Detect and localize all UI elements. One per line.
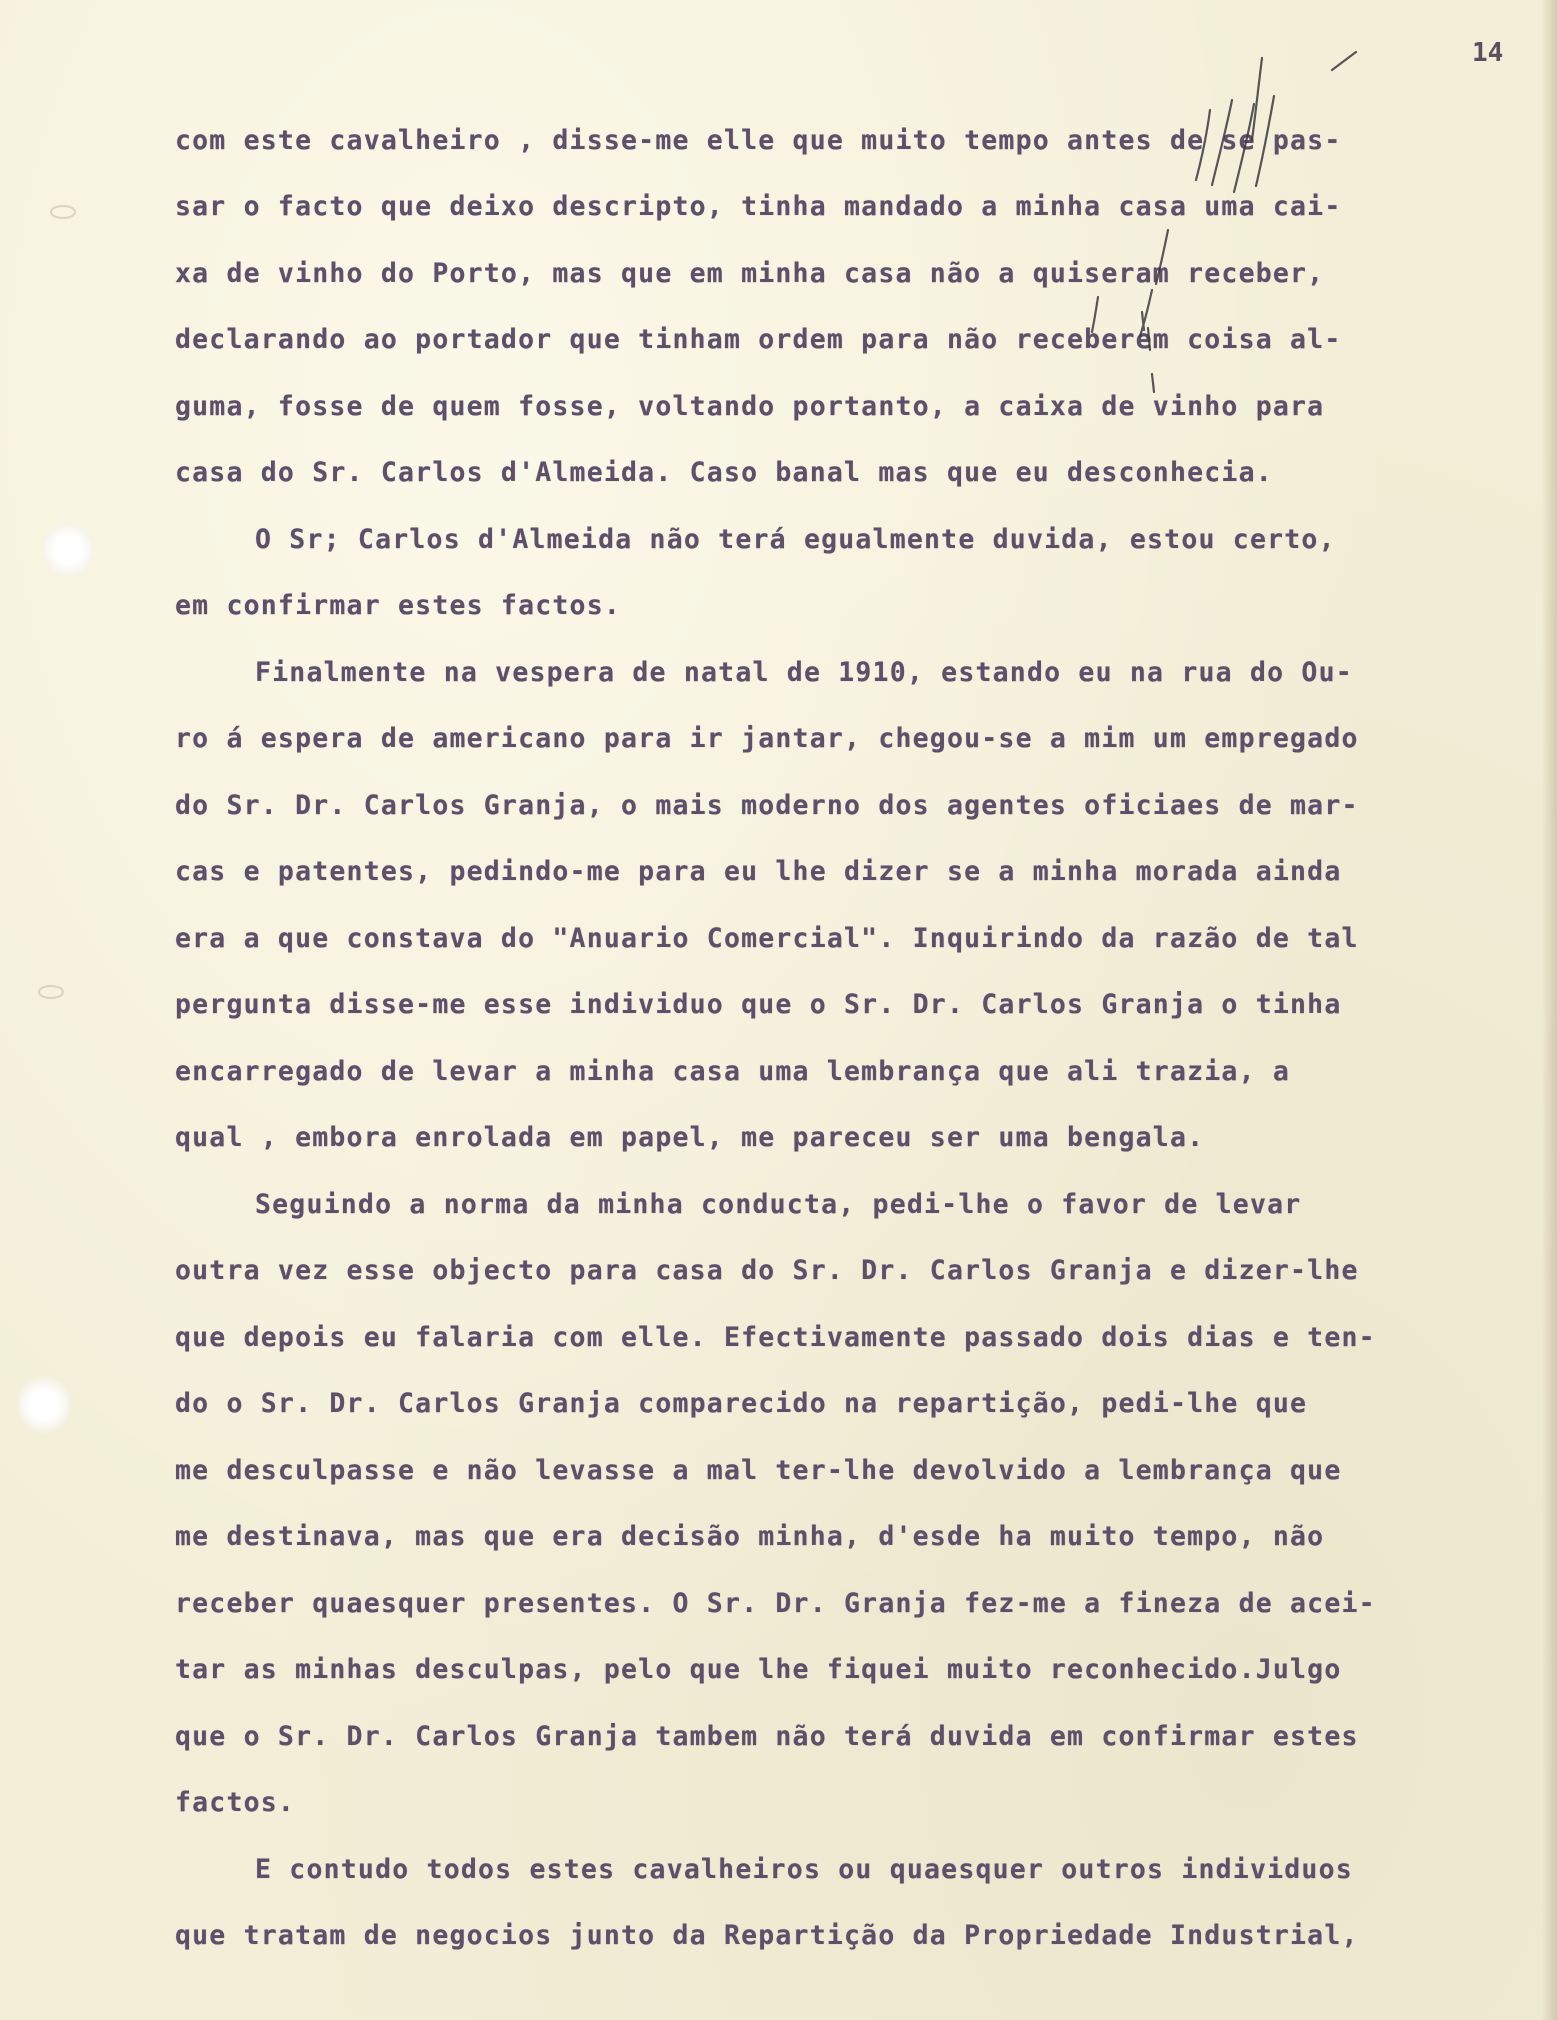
text-line: do o Sr. Dr. Carlos Granja comparecido na repartição, pedi-lhe que xyxy=(175,1388,1308,1419)
text-line: receber quaesquer presentes. O Sr. Dr. Granja fez-me a fineza de acei- xyxy=(175,1588,1376,1619)
text-line: guma, fosse de quem fosse, voltando portanto, a caixa de vinho para xyxy=(175,391,1325,422)
page-number: 14 xyxy=(1472,38,1504,68)
text-line: ro á espera de americano para ir jantar, chegou-se a mim um empregado xyxy=(175,723,1359,754)
text-line: xa de vinho do Porto, mas que em minha casa não a quiseram receber, xyxy=(175,258,1325,289)
text-line: que depois eu falaria com elle. Efectivamente passado dois dias e ten- xyxy=(175,1322,1376,1353)
binder-mark-middle xyxy=(38,985,64,999)
text-line: encarregado de levar a minha casa uma lembrança que ali trazia, a xyxy=(175,1056,1291,1087)
text-line: cas e patentes, pedindo-me para eu lhe dizer se a minha morada ainda xyxy=(175,856,1342,887)
binder-hole-bottom xyxy=(18,1375,70,1435)
text-line: E contudo todos estes cavalheiros ou quaesquer outros individuos xyxy=(255,1854,1353,1885)
text-line: era a que constava do "Anuario Comercial". Inquirindo da razão de tal xyxy=(175,923,1359,954)
text-line: O Sr; Carlos d'Almeida não terá egualmente duvida, estou certo, xyxy=(255,524,1336,555)
text-line: Seguindo a norma da minha conducta, pedi-lhe o favor de levar xyxy=(255,1189,1302,1220)
pencil-stroke xyxy=(1332,52,1356,70)
text-line: pergunta disse-me esse individuo que o Sr. Dr. Carlos Granja o tinha xyxy=(175,989,1342,1020)
text-line: que o Sr. Dr. Carlos Granja tambem não terá duvida em confirmar estes xyxy=(175,1721,1359,1752)
text-line: me desculpasse e não levasse a mal ter-lhe devolvido a lembrança que xyxy=(175,1455,1342,1486)
text-line: factos. xyxy=(175,1787,296,1818)
text-line: outra vez esse objecto para casa do Sr. Dr. Carlos Granja e dizer-lhe xyxy=(175,1255,1359,1286)
text-line: em confirmar estes factos. xyxy=(175,590,622,621)
pencil-stroke xyxy=(1152,374,1154,392)
text-line: casa do Sr. Carlos d'Almeida. Caso banal mas que eu desconhecia. xyxy=(175,457,1273,488)
text-line: tar as minhas desculpas, pelo que lhe fiquei muito reconhecido.Julgo xyxy=(175,1654,1342,1685)
text-line: do Sr. Dr. Carlos Granja, o mais moderno dos agentes oficiaes de mar- xyxy=(175,790,1359,821)
text-line: Finalmente na vespera de natal de 1910, estando eu na rua do Ou- xyxy=(255,657,1353,688)
binder-hole-top xyxy=(42,520,94,580)
text-line: declarando ao portador que tinham ordem para não receberem coisa al- xyxy=(175,324,1342,355)
text-line: que tratam de negocios junto da Repartição da Propriedade Industrial, xyxy=(175,1920,1359,1951)
page-edge-shadow xyxy=(1541,0,1557,2020)
text-line: sar o facto que deixo descripto, tinha mandado a minha casa uma cai- xyxy=(175,191,1342,222)
binder-mark-upper xyxy=(50,205,76,219)
text-line: com este cavalheiro , disse-me elle que muito tempo antes de se pas- xyxy=(175,125,1342,156)
text-line: me destinava, mas que era decisão minha, d'esde ha muito tempo, não xyxy=(175,1521,1325,1552)
text-line: qual , embora enrolada em papel, me pareceu ser uma bengala. xyxy=(175,1122,1205,1153)
